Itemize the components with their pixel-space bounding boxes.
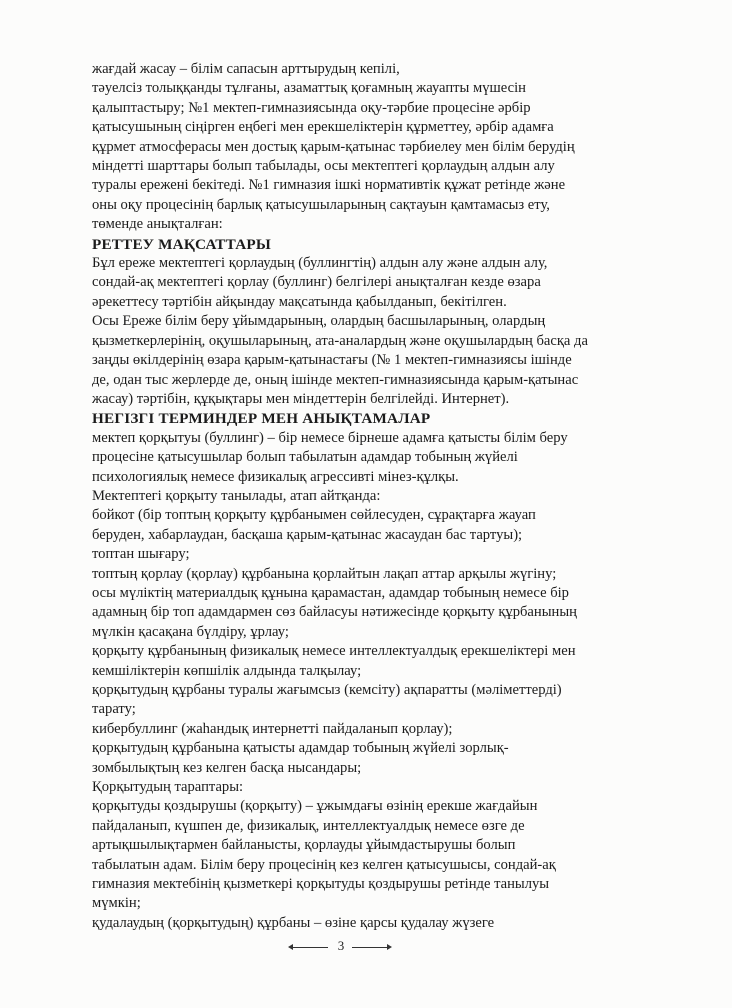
text-line: қалыптастыру; №1 мектеп-гимназиясында оқу-тәрбие процесіне әрбір bbox=[92, 99, 531, 116]
text-line: зомбылықтың кез келген басқа нысандары; bbox=[92, 759, 362, 776]
page-number: 3 bbox=[337, 938, 345, 953]
text-line: Осы Ереже білім беру ұйымдарының, олардың басшыларының, олардың bbox=[92, 313, 546, 330]
text-line: топтың қорлау (қорлау) құрбанына қорлайтын лақап аттар арқылы жүгіну; bbox=[92, 565, 557, 582]
left-dash bbox=[292, 947, 328, 948]
text-line: заңды өкілдерінің өзара қарым-қатынастағы (№ 1 мектеп-гимназиясы ішінде bbox=[92, 352, 572, 369]
section-heading: РЕТТЕУ МАҚСАТТАРЫ bbox=[92, 235, 271, 253]
text-line: осы мүліктің материалдық құнына қарамастан, адамдар тобының немесе бір bbox=[92, 584, 569, 601]
text-line: мектеп қорқытуы (буллинг) – бір немесе бірнеше адамға қатысты білім беру bbox=[92, 429, 568, 446]
text-line: қорқытудың құрбаны туралы жағымсыз (кемсіту) ақпаратты (мәліметтерді) bbox=[92, 682, 562, 698]
text-line: де, одан тыс жерлерде де, оның ішінде мектеп-гимназиясында қарым-қатынас bbox=[92, 371, 579, 388]
text-line: мүлкін қасақана бүлдіру, ұрлау; bbox=[92, 623, 289, 640]
text-line: мүмкін; bbox=[92, 895, 141, 912]
text-line: қорқытуды қоздырушы (қорқыту) – ұжымдағы өзінің ерекше жағдайын bbox=[92, 798, 538, 815]
text-line: сондай-ақ мектептегі қорлау (буллинг) белгілері анықталған кезде өзара bbox=[92, 274, 541, 291]
right-arrow-icon bbox=[387, 944, 392, 950]
text-line: қудалаудың (қорқытудың) құрбаны – өзіне қарсы қудалау жүзеге bbox=[92, 914, 495, 931]
text-line: қорқытудың құрбанына қатысты адамдар тобының жүйелі зорлық- bbox=[92, 740, 509, 757]
text-line: тәуелсіз толыққанды тұлғаны, азаматтық қоғамның жауапты мүшесін bbox=[92, 80, 526, 97]
text-line: Мектептегі қорқыту танылады, атап айтқанда: bbox=[92, 487, 381, 504]
text-line: процесіне қатысушылар болып табылатын адамдар тобының жүйелі bbox=[92, 449, 518, 466]
text-line: кибербуллинг (жаһандық интернетті пайдаланып қорлау); bbox=[92, 720, 453, 737]
text-line: қорқыту құрбанының физикалық немесе интеллектуалдық ерекшеліктері мен bbox=[92, 643, 576, 660]
text-line: артықшылықтармен байланысты, қорлауды ұйымдастырушы болып bbox=[92, 837, 516, 854]
text-line: адамның бір топ адамдармен сөз байласуы нәтижесінде қорқыту құрбанының bbox=[92, 604, 577, 621]
text-line: бойкот (бір топтың қорқыту құрбанымен сөйлесуден, сұрақтарға жауап bbox=[92, 507, 536, 524]
text-line: Қорқытудың тараптары: bbox=[92, 779, 244, 796]
text-line: Бұл ереже мектептегі қорлаудың (буллингтің) алдын алу және алдын алу, bbox=[92, 255, 548, 272]
section-heading: НЕГІЗГІ ТЕРМИНДЕР МЕН АНЫҚТАМАЛАР bbox=[92, 410, 431, 428]
text-line: туралы ережені бекітеді. №1 гимназия ішкі нормативтік құжат ретінде және bbox=[92, 177, 566, 194]
text-line: топтан шығару; bbox=[92, 546, 190, 563]
text-line: қатысушының сіңірген еңбегі мен ерекшеліктерін құрметтеу, әрбір адамға bbox=[92, 119, 554, 136]
text-line: табылатын адам. Білім беру процесінің кез келген қатысушысы, сондай-ақ bbox=[92, 856, 556, 873]
page-number-footer bbox=[286, 937, 396, 957]
text-line: кемшіліктерін көпшілік алдында талқылау; bbox=[92, 662, 362, 679]
text-line: психологиялық немесе физикалық агрессивті мінез-құлқы. bbox=[92, 468, 459, 485]
text-line: пайдаланып, күшпен де, физикалық, интеллектуалдық немесе өзге де bbox=[92, 817, 525, 834]
text-line: оны оқу процесінің барлық қатысушыларының сақтауын қамтамасыз ету, bbox=[92, 196, 550, 213]
text-line: төменде анықталған: bbox=[92, 216, 223, 233]
right-dash bbox=[352, 947, 388, 948]
text-line: әрекеттесу тәртібін айқындау мақсатында қабылданып, бекітілген. bbox=[92, 293, 507, 310]
text-line: міндетті шарттары болып табылады, осы мектептегі қорлаудың алдын алу bbox=[92, 158, 555, 175]
document-body bbox=[92, 60, 672, 933]
text-line: тарату; bbox=[92, 701, 136, 718]
text-line: жасау) тәртібін, құқықтары мен міндеттерін белгілейді. Интернет). bbox=[92, 390, 510, 407]
text-line: жағдай жасау – білім сапасын арттырудың кепілі, bbox=[92, 61, 400, 77]
text-line: беруден, хабарлаудан, басқаша қарым-қатынас жасаудан бас тартуы); bbox=[92, 526, 523, 543]
text-line: гимназия мектебінің қызметкері қорқытуды қоздырушы ретінде танылуы bbox=[92, 876, 550, 893]
text-line: құрмет атмосферасы мен достық қарым-қатынас тәрбиелеу мен білім берудің bbox=[92, 138, 575, 155]
text-line: қызметкерлерінің, оқушыларының, ата-аналардың және оқушылардың басқа да bbox=[92, 332, 588, 349]
